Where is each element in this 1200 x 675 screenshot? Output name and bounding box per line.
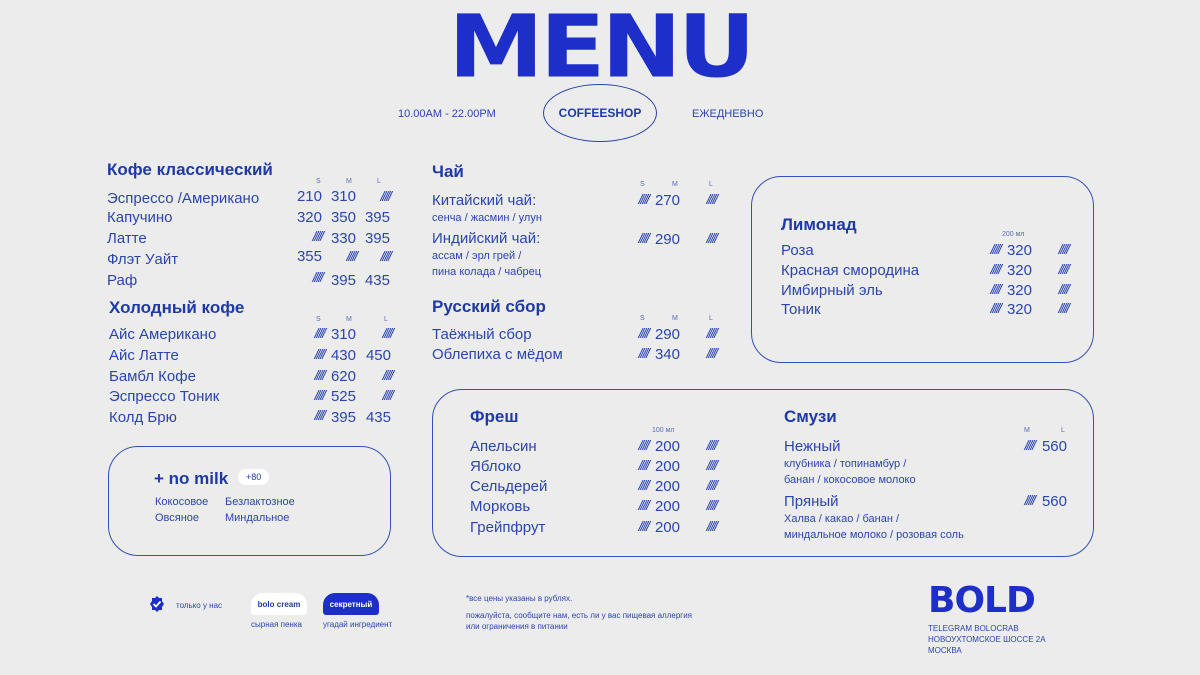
price-m: /////: [346, 248, 356, 264]
price-a: /////: [990, 281, 1000, 297]
size-m: M: [346, 178, 352, 185]
price-s: 320: [296, 209, 322, 226]
price-a: /////: [990, 300, 1000, 316]
menu-item-name: Красная смородина: [781, 262, 920, 279]
price-b: 320: [1006, 282, 1032, 299]
tea-title: Чай: [432, 162, 464, 181]
opening-hours: 10.00AM - 22.00PM: [398, 108, 496, 120]
size-m: M: [672, 315, 678, 322]
only-us-label: только у нас: [176, 601, 223, 610]
menu-item-description: Халва / какао / банан /: [784, 513, 900, 525]
price-b: 320: [1006, 262, 1032, 279]
menu-item-name: Апельсин: [470, 438, 537, 455]
price-l: /////: [382, 387, 392, 403]
price-m: 330: [330, 230, 356, 247]
menu-item-description: банан / кокосовое молоко: [784, 474, 916, 486]
price-m: 430: [330, 347, 356, 364]
price-m: 350: [330, 209, 356, 226]
price-l: /////: [706, 191, 716, 207]
menu-item-name: Капучино: [107, 209, 173, 226]
price-c: /////: [1058, 300, 1068, 316]
size-s: S: [316, 316, 321, 323]
price-c: /////: [706, 497, 716, 513]
address: НОВОУХТОМСКОЕ ШОССЕ 2А: [928, 635, 1046, 644]
city: МОСКВА: [928, 646, 962, 655]
menu-item-name: Айс Латте: [109, 347, 179, 364]
price-note: *все цены указаны в рублях.: [466, 594, 573, 603]
price-m: 340: [654, 346, 680, 363]
menu-item-name: Пряный: [784, 493, 839, 510]
lemonade-title: Лимонад: [781, 215, 857, 234]
menu-item-name: Эспрессо /Американо: [107, 190, 260, 207]
price-c: /////: [706, 457, 716, 473]
price-s: /////: [314, 325, 324, 341]
size-s: S: [640, 181, 645, 188]
price-l: /////: [380, 188, 390, 204]
menu-item-name: Яблоко: [470, 458, 522, 475]
price-c: /////: [1058, 281, 1068, 297]
price-s: /////: [638, 191, 648, 207]
russian-title: Русский сбор: [432, 297, 546, 316]
price-l: /////: [706, 230, 716, 246]
bolo-cream-badge: bolo cream: [251, 593, 307, 615]
allergy-note: пожалуйста, сообщите нам, есть ли у вас пищевая аллергия: [466, 611, 693, 620]
secret-badge: секретный: [323, 593, 379, 615]
menu-title: MENU: [448, 0, 752, 98]
size-l: L: [377, 178, 381, 185]
price-m: 310: [330, 188, 356, 205]
menu-item-name: Роза: [781, 242, 814, 259]
price-m: 290: [654, 326, 680, 343]
price-l: 395: [364, 230, 390, 247]
price-c: /////: [1058, 241, 1068, 257]
fresh-title: Фреш: [470, 407, 519, 426]
menu-item-name: Раф: [107, 272, 138, 289]
classic-coffee-title: Кофе классический: [107, 160, 273, 179]
price-a: /////: [990, 261, 1000, 277]
coffeeshop-badge: COFFEESHOP: [543, 84, 657, 142]
price-m: 270: [654, 192, 680, 209]
price-s: /////: [314, 407, 324, 423]
size-m: M: [346, 316, 352, 323]
price-b: 200: [654, 478, 680, 495]
size-m: M: [1024, 427, 1030, 434]
price-b: 200: [654, 438, 680, 455]
menu-item-name: Флэт Уайт: [107, 251, 179, 268]
price-a: /////: [638, 457, 648, 473]
price-l: 435: [364, 272, 390, 289]
price-l: 450: [365, 347, 391, 364]
menu-item-description: миндальное молоко / розовая соль: [784, 529, 964, 541]
price-m: 290: [654, 231, 680, 248]
menu-item-name: Латте: [107, 230, 147, 247]
smoothie-title: Смузи: [784, 407, 837, 426]
bolo-cream-description: сырная пенка: [251, 620, 302, 629]
menu-item-name: Нежный: [784, 438, 841, 455]
price-m: 525: [330, 388, 356, 405]
menu-item-description: сенча / жасмин / улун: [432, 212, 542, 224]
price-s: /////: [314, 387, 324, 403]
milk-option: Овсяное: [155, 512, 200, 524]
menu-item-name: Имбирный эль: [781, 282, 883, 299]
menu-item-name: Грейпфрут: [470, 519, 546, 536]
price-l: 395: [364, 209, 390, 226]
size-s: S: [316, 178, 321, 185]
price-m: 395: [330, 409, 356, 426]
cold-coffee-title: Холодный кофе: [109, 298, 245, 317]
price-b: 320: [1006, 301, 1032, 318]
price-b: 200: [654, 458, 680, 475]
price-c: /////: [706, 437, 716, 453]
telegram-handle: TELEGRAM BOLOCRAB: [928, 624, 1019, 633]
price-l: /////: [706, 325, 716, 341]
price-s: /////: [638, 230, 648, 246]
daily-label: ЕЖЕДНЕВНО: [692, 108, 764, 120]
brand-logo: BOLD: [928, 580, 1035, 621]
allergy-note-line2: или ограничения в питании: [466, 622, 568, 631]
price-m: /////: [1024, 492, 1034, 508]
price-a: /////: [638, 497, 648, 513]
price-s: /////: [638, 345, 648, 361]
price-l: /////: [706, 345, 716, 361]
menu-item-name: Тоник: [781, 301, 821, 318]
milk-option: Безлактозное: [225, 496, 295, 508]
menu-item-description: клубника / топинамбур /: [784, 458, 907, 470]
price-l: 435: [365, 409, 391, 426]
price-s: /////: [638, 325, 648, 341]
size-l: L: [1061, 427, 1065, 434]
price-a: /////: [638, 518, 648, 534]
milk-option: Миндальное: [225, 512, 290, 524]
price-b: 200: [654, 498, 680, 515]
checkmark-icon: [148, 595, 166, 618]
price-m: 395: [330, 272, 356, 289]
menu-item-name: Айс Американо: [109, 326, 217, 343]
no-milk-title: + no milk: [154, 469, 229, 488]
price-b: 200: [654, 519, 680, 536]
price-a: /////: [638, 477, 648, 493]
price-s: /////: [314, 367, 324, 383]
price-c: /////: [706, 518, 716, 534]
price-c: /////: [1058, 261, 1068, 277]
volume-label: 100 мл: [652, 427, 675, 434]
volume-label: 200 мл: [1002, 231, 1025, 238]
price-s: /////: [314, 346, 324, 362]
size-l: L: [384, 316, 388, 323]
menu-item-description: пина колада / чабрец: [432, 266, 542, 278]
price-s: /////: [312, 269, 322, 285]
menu-item-name: Китайский чай:: [432, 192, 537, 209]
menu-item-name: Индийский чай:: [432, 230, 541, 247]
size-m: M: [672, 181, 678, 188]
price-a: /////: [990, 241, 1000, 257]
price-s: 210: [296, 188, 322, 205]
size-l: L: [709, 181, 713, 188]
price-b: 320: [1006, 242, 1032, 259]
size-l: L: [709, 315, 713, 322]
price-l: 560: [1041, 438, 1067, 455]
menu-item-name: Бамбл Кофе: [109, 368, 196, 385]
menu-item-name: Облепиха с мёдом: [432, 346, 563, 363]
milk-option: Кокосовое: [155, 496, 209, 508]
no-milk-price-badge: +80: [238, 469, 269, 485]
price-a: /////: [638, 437, 648, 453]
price-l: /////: [380, 248, 390, 264]
price-l: /////: [382, 367, 392, 383]
price-s: 355: [296, 248, 322, 265]
menu-item-name: Колд Брю: [109, 409, 177, 426]
price-s: /////: [312, 228, 322, 244]
menu-item-name: Морковь: [470, 498, 531, 515]
price-l: 560: [1041, 493, 1067, 510]
price-m: /////: [1024, 437, 1034, 453]
menu-item-name: Таёжный сбор: [432, 326, 532, 343]
price-m: 620: [330, 368, 356, 385]
size-s: S: [640, 315, 645, 322]
price-c: /////: [706, 477, 716, 493]
menu-item-name: Сельдерей: [470, 478, 548, 495]
menu-item-description: ассам / эрл грей /: [432, 250, 522, 262]
price-m: 310: [330, 326, 356, 343]
menu-item-name: Эспрессо Тоник: [109, 388, 220, 405]
price-l: /////: [382, 325, 392, 341]
secret-description: угадай ингредиент: [323, 620, 393, 629]
